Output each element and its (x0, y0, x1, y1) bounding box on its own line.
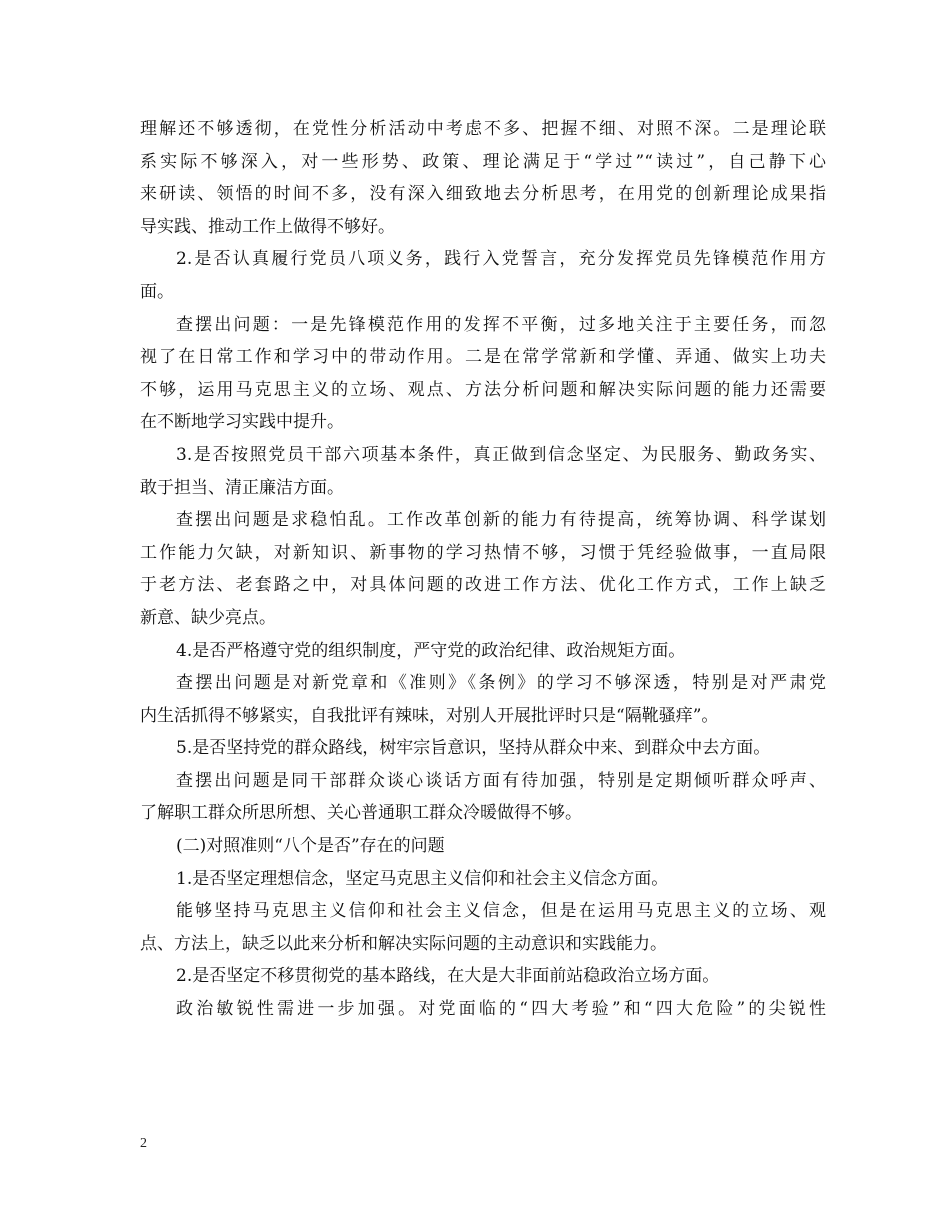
text-line: 5.是否坚持党的群众路线，树牢宗旨意识，坚持从群众中来、到群众中去方面。 (176, 738, 771, 759)
text-line: 政治敏锐性需进一步加强。对党面临的“四大考验”和“四大危险”的尖锐性 (176, 999, 826, 1020)
text-line: 新意、缺少亮点。 (140, 607, 276, 628)
text-line: 工作能力欠缺，对新知识、新事物的学习热情不够，习惯于凭经验做事，一直局限 (140, 542, 826, 563)
text-line: 敢于担当、清正廉洁方面。 (140, 477, 344, 498)
text-line: 在不断地学习实践中提升。 (140, 412, 344, 433)
text-line: 了解职工群众所思所想、关心普通职工群众冷暖做得不够。 (140, 803, 582, 824)
text-line: 查摆出问题是求稳怕乱。工作改革创新的能力有待提高，统筹协调、科学谋划 (176, 510, 826, 531)
text-line: 查摆出问题是对新党章和《准则》《条例》的学习不够深透，特别是对严肃党 (176, 673, 826, 694)
text-line: 来研读、领悟的时间不多，没有深入细致地去分析思考，在用党的创新理论成果指 (140, 184, 826, 205)
text-line: 3.是否按照党员干部六项基本条件，真正做到信念坚定、为民服务、勤政务实、 (176, 444, 826, 465)
page-number: 2 (140, 1136, 147, 1151)
text-line: 4.是否严格遵守党的组织制度，严守党的政治纪律、政治规矩方面。 (176, 640, 686, 661)
text-line: 查摆出问题是同干部群众谈心谈话方面有待加强，特别是定期倾听群众呼声、 (176, 770, 826, 791)
document-body (140, 113, 826, 1026)
text-line: 2.是否认真履行党员八项义务，践行入党誓言，充分发挥党员先锋模范作用方 (176, 249, 826, 270)
text-line: 1.是否坚定理想信念，坚定马克思主义信仰和社会主义信念方面。 (176, 868, 669, 889)
text-line: 点、方法上，缺乏以此来分析和解决实际问题的主动意识和实践能力。 (140, 933, 667, 954)
text-line: 2.是否坚定不移贯彻党的基本路线，在大是大非面前站稳政治立场方面。 (176, 966, 720, 987)
text-line: 视了在日常工作和学习中的带动作用。二是在常学常新和学懂、弄通、做实上功夫 (140, 347, 826, 368)
text-line: 能够坚持马克思主义信仰和社会主义信念，但是在运用马克思主义的立场、观 (176, 901, 826, 922)
text-line: 理解还不够透彻，在党性分析活动中考虑不多、把握不细、对照不深。二是理论联 (140, 119, 826, 139)
text-line: 于老方法、老套路之中，对具体问题的改进工作方法、优化工作方式，工作上缺乏 (140, 575, 826, 596)
text-line: 导实践、推动工作上做得不够好。 (140, 216, 395, 237)
text-line: 查摆出问题：一是先锋模范作用的发挥不平衡，过多地关注于主要任务，而忽 (176, 314, 826, 335)
text-line: 内生活抓得不够紧实，自我批评有辣味，对别人开展批评时只是“隔靴骚痒”。 (140, 705, 719, 726)
text-line: (二)对照准则“八个是否”存在的问题 (176, 836, 445, 857)
text-line: 系实际不够深入，对一些形势、政策、理论满足于“学过”“读过”，自己静下心 (140, 151, 826, 172)
text-line: 不够，运用马克思主义的立场、观点、方法分析问题和解决实际问题的能力还需要 (140, 379, 826, 400)
text-line: 面。 (140, 281, 174, 302)
